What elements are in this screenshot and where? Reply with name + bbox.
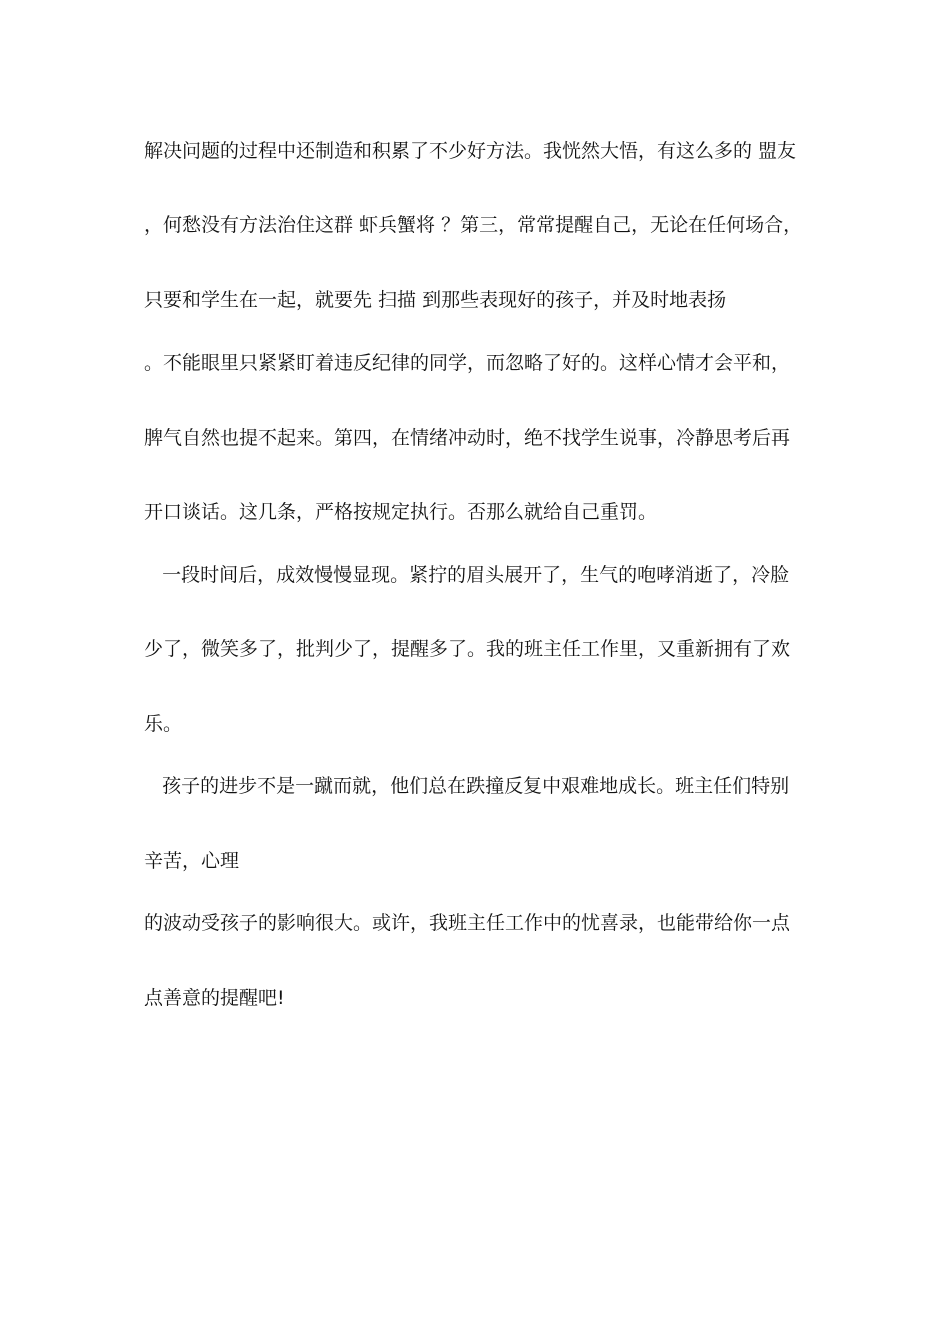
text-line: 解决问题的过程中还制造和积累了不少好方法。我恍然大悟，有这么多的 盟友	[144, 140, 797, 162]
text-line: 。不能眼里只紧紧盯着违反纪律的同学，而忽略了好的。这样心情才会平和，	[144, 352, 791, 374]
text-line: 乐。	[144, 713, 183, 735]
text-line: 只要和学生在一起，就要先 扫描 到那些表现好的孩子，并及时地表扬	[144, 289, 727, 311]
text-line: 辛苦，心理	[144, 850, 240, 872]
text-line: 点善意的提醒吧!	[144, 987, 285, 1009]
text-line: ，何愁没有方法治住这群 虾兵蟹将 ？第三，常常提醒自己，无论在任何场合，	[144, 214, 803, 236]
text-line: 孩子的进步不是一蹴而就，他们总在跌撞反复中艰难地成长。班主任们特别	[144, 775, 790, 797]
text-line: 脾气自然也提不起来。第四，在情绪冲动时，绝不找学生说事，冷静思考后再	[144, 427, 791, 449]
text-line: 的波动受孩子的影响很大。或许，我班主任工作中的忧喜录，也能带给你一点	[144, 912, 791, 934]
text-line: 少了，微笑多了，批判少了，提醒多了。我的班主任工作里，又重新拥有了欢	[144, 638, 791, 660]
text-line: 开口谈话。这几条，严格按规定执行。否那么就给自己重罚。	[144, 501, 658, 523]
text-line: 一段时间后，成效慢慢显现。紧拧的眉头展开了，生气的咆哮消逝了，冷脸	[144, 564, 790, 586]
